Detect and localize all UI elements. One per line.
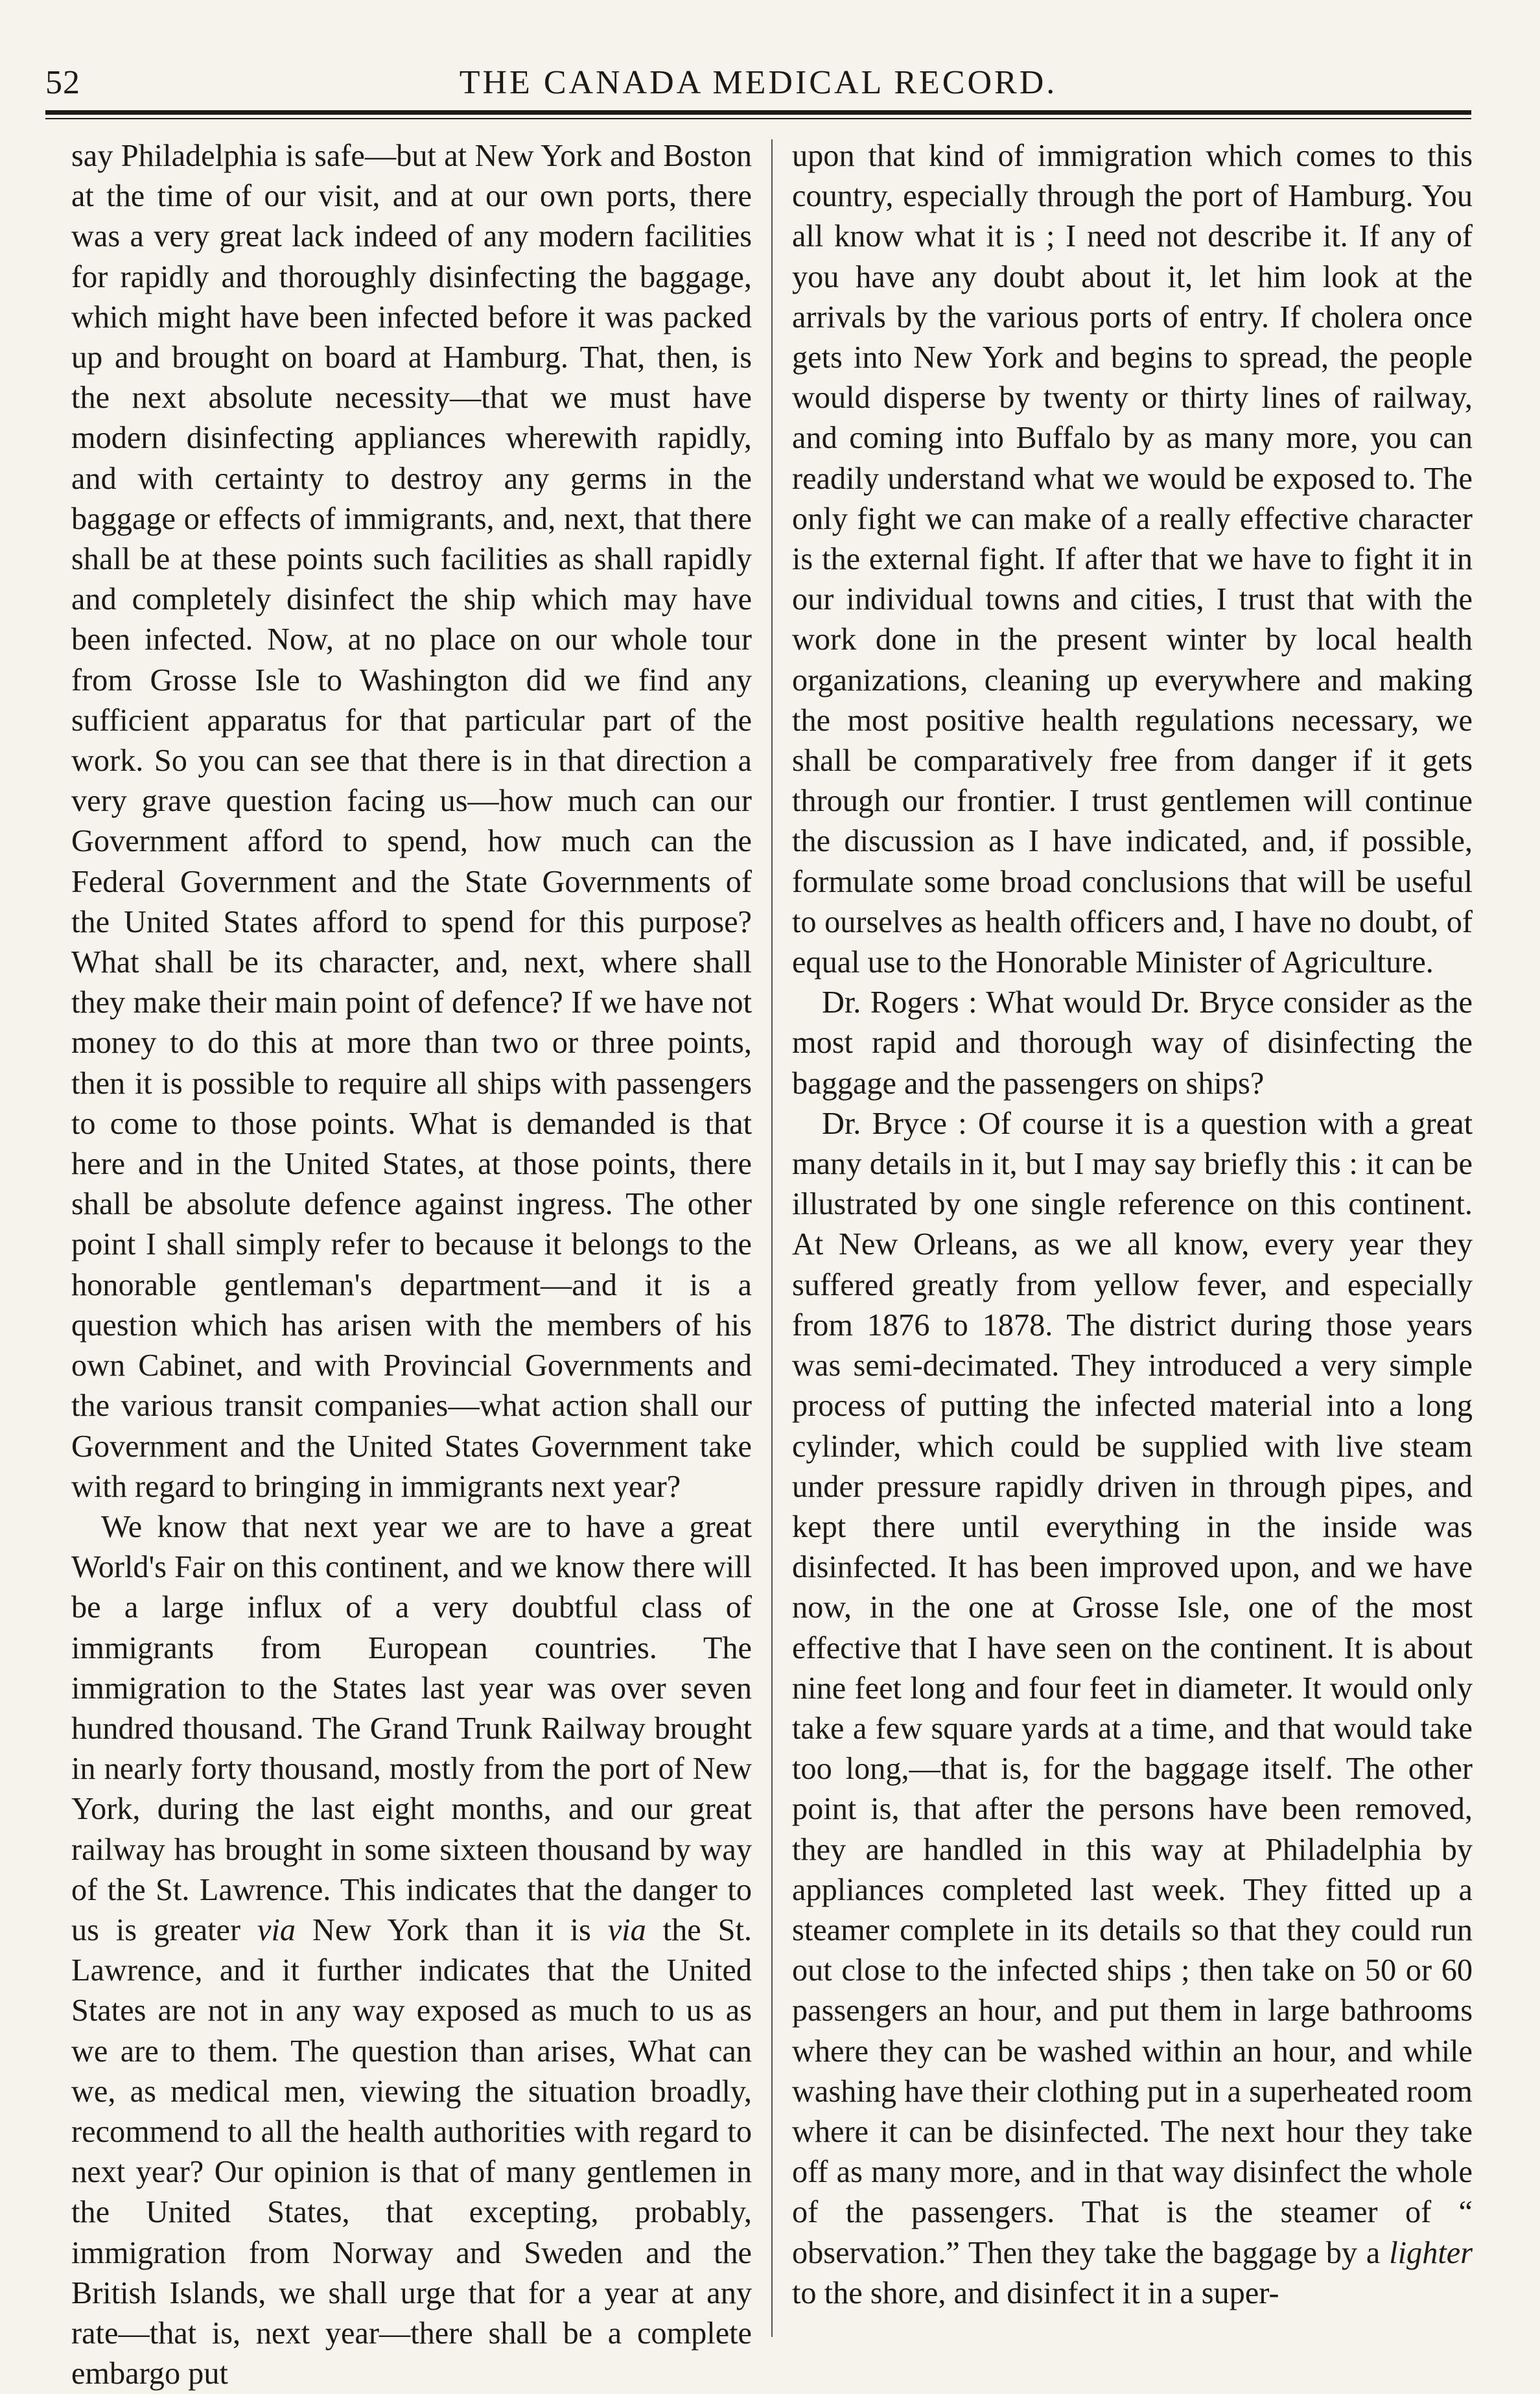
column-divider <box>771 139 773 2337</box>
italic-lighter: lighter <box>1389 2235 1473 2270</box>
right-paragraph-3-part-a: Dr. Bryce : Of course it is a question with a great many details in it, but I may say briefly this : it can be illustrated by one single reference on this continent. At New Orleans, as we all know, every year they suffered greatly from yellow fever, and especially from 1876 to 1878. The district during those years was semi-decimated. They introduced a very simple process of putting the infected material into a long cylinder, which could be supplied with live steam under pressure rapidly driven in through pipes, and kept there until everything in the inside was disinfected. It has been improved upon, and we have now, in the one at Grosse Isle, one of the most effective that I have seen on the continent. It is about nine feet long and four feet in diameter. It would only take a few square yards at a time, and that would take too long,—that is, for the baggage itself. The other point is, that after the persons have been removed, they are handled in this way at Philadelphia by appliances completed last week. They fitted up a steamer complete in its details so that they could run out close to the infected ships ; then take on 50 or 60 passengers an hour, and put them in large bathrooms where they can be washed within an hour, and while washing have their clothing put in a superheated room where it can be disinfected. The next hour they take off as many more, and in that way disinfect the whole of the passengers. That is the steamer of “ observation.” Then they take the baggage by a <box>792 1106 1473 2270</box>
running-head <box>45 64 1471 104</box>
right-paragraph-3 <box>792 1104 1473 2314</box>
left-paragraph-2 <box>71 1507 752 2394</box>
header-rule-thin <box>45 118 1471 119</box>
right-column <box>792 136 1473 2327</box>
header-rule <box>45 109 1471 123</box>
left-paragraph-1: say Philadelphia is safe—but at New York and Boston at the time of our visit, and at our own ports, there was a very great lack indeed of any modern facilities for rapidly and thoroughly disinfecting the baggage, which might have been infected before it was packed up and brought on board at Hamburg. That, then, is the next absolute necessity—that we must have modern disinfecting appliances wherewith rapidly, and with certainty to destroy any germs in the baggage or effects of immigrants, and, next, that there shall be at these points such facilities as shall rapidly and completely disinfect the ship which may have been infected. Now, at no place on our whole tour from Grosse Isle to Washington did we find any sufficient apparatus for that particular part of the work. So you can see that there is in that direction a very grave question facing us—how much can our Government afford to spend, how much can the Federal Government and the State Governments of the United States afford to spend for this purpose? What shall be its character, and, next, where shall they make their main point of defence? If we have not money to do this at more than two or three points, then it is possible to require all ships with passengers to come to those points. What is demanded is that here and in the United States, at those points, there shall be absolute defence against ingress. The other point I shall simply refer to because it belongs to the honorable gentleman's department—and it is a question which has arisen with the members of his own Cabinet, and with Provincial Governments and the various transit companies—what action shall our Government and the United States Government take with regard to bringing in immigrants next year? <box>71 139 752 1504</box>
header-rule-thick <box>45 110 1471 115</box>
right-paragraph-3-part-b: to the shore, and disinfect it in a super- <box>792 2275 1279 2310</box>
left-paragraph-2-part-b: New York than it is <box>296 1912 608 1947</box>
left-paragraph-2-part-a: We know that next year we are to have a great World's Fair on this continent, and we know there will be a large influx of a very doubtful class of immigrants from European countries. The immigration to the States last year was over seven hundred thousand. The Grand Trunk Railway brought in nearly forty thousand, mostly from the port of New York, during the last eight months, and our great railway has brought in some sixteen thousand by way of the St. Lawrence. This indicates that the danger to us is greater <box>71 1509 752 1947</box>
left-paragraph-2-part-c: the St. Lawrence, and it further indicates that the United States are not in any way exposed as much to us as we are to them. The question than arises, What can we, as medical men, viewing the situation broadly, recommend to all the health authorities with regard to next year? Our opinion is that of many gentlemen in the United States, that excepting, probably, immigration from Norway and Sweden and the British Islands, we shall urge that for a year at any rate—that is, next year—there shall be a complete embargo put <box>71 1912 752 2391</box>
italic-via-2: via <box>607 1912 646 1947</box>
right-paragraph-2: Dr. Rogers : What would Dr. Bryce consider as the most rapid and thorough way of disinfecting the baggage and the passengers on ships? <box>792 985 1473 1101</box>
journal-title: THE CANADA MEDICAL RECORD. <box>459 64 1058 101</box>
page-number: 52 <box>45 64 80 101</box>
right-paragraph-1: upon that kind of immigration which comes to this country, especially through the port of Hamburg. You all know what it is ; I need not describe it. If any of you have any doubt about it, let him look at the arrivals by the various ports of entry. If cholera once gets into New York and begins to spread, the people would disperse by twenty or thirty lines of railway, and coming into Buffalo by as many more, you can readily understand what we would be exposed to. The only fight we can make of a really effective character is the external fight. If after that we have to fight it in our individual towns and cities, I trust that with the work done in the present winter by local health organizations, cleaning up everywhere and making the most positive health regulations necessary, we shall be comparatively free from danger if it gets through our frontier. I trust gentlemen will continue the discussion as I have indicated, and, if possible, formulate some broad conclusions that will be useful to ourselves as health officers and, I have no doubt, of equal use to the Honorable Minister of Agriculture. <box>792 139 1473 980</box>
italic-via-1: via <box>257 1912 296 1947</box>
left-column <box>71 136 752 2391</box>
